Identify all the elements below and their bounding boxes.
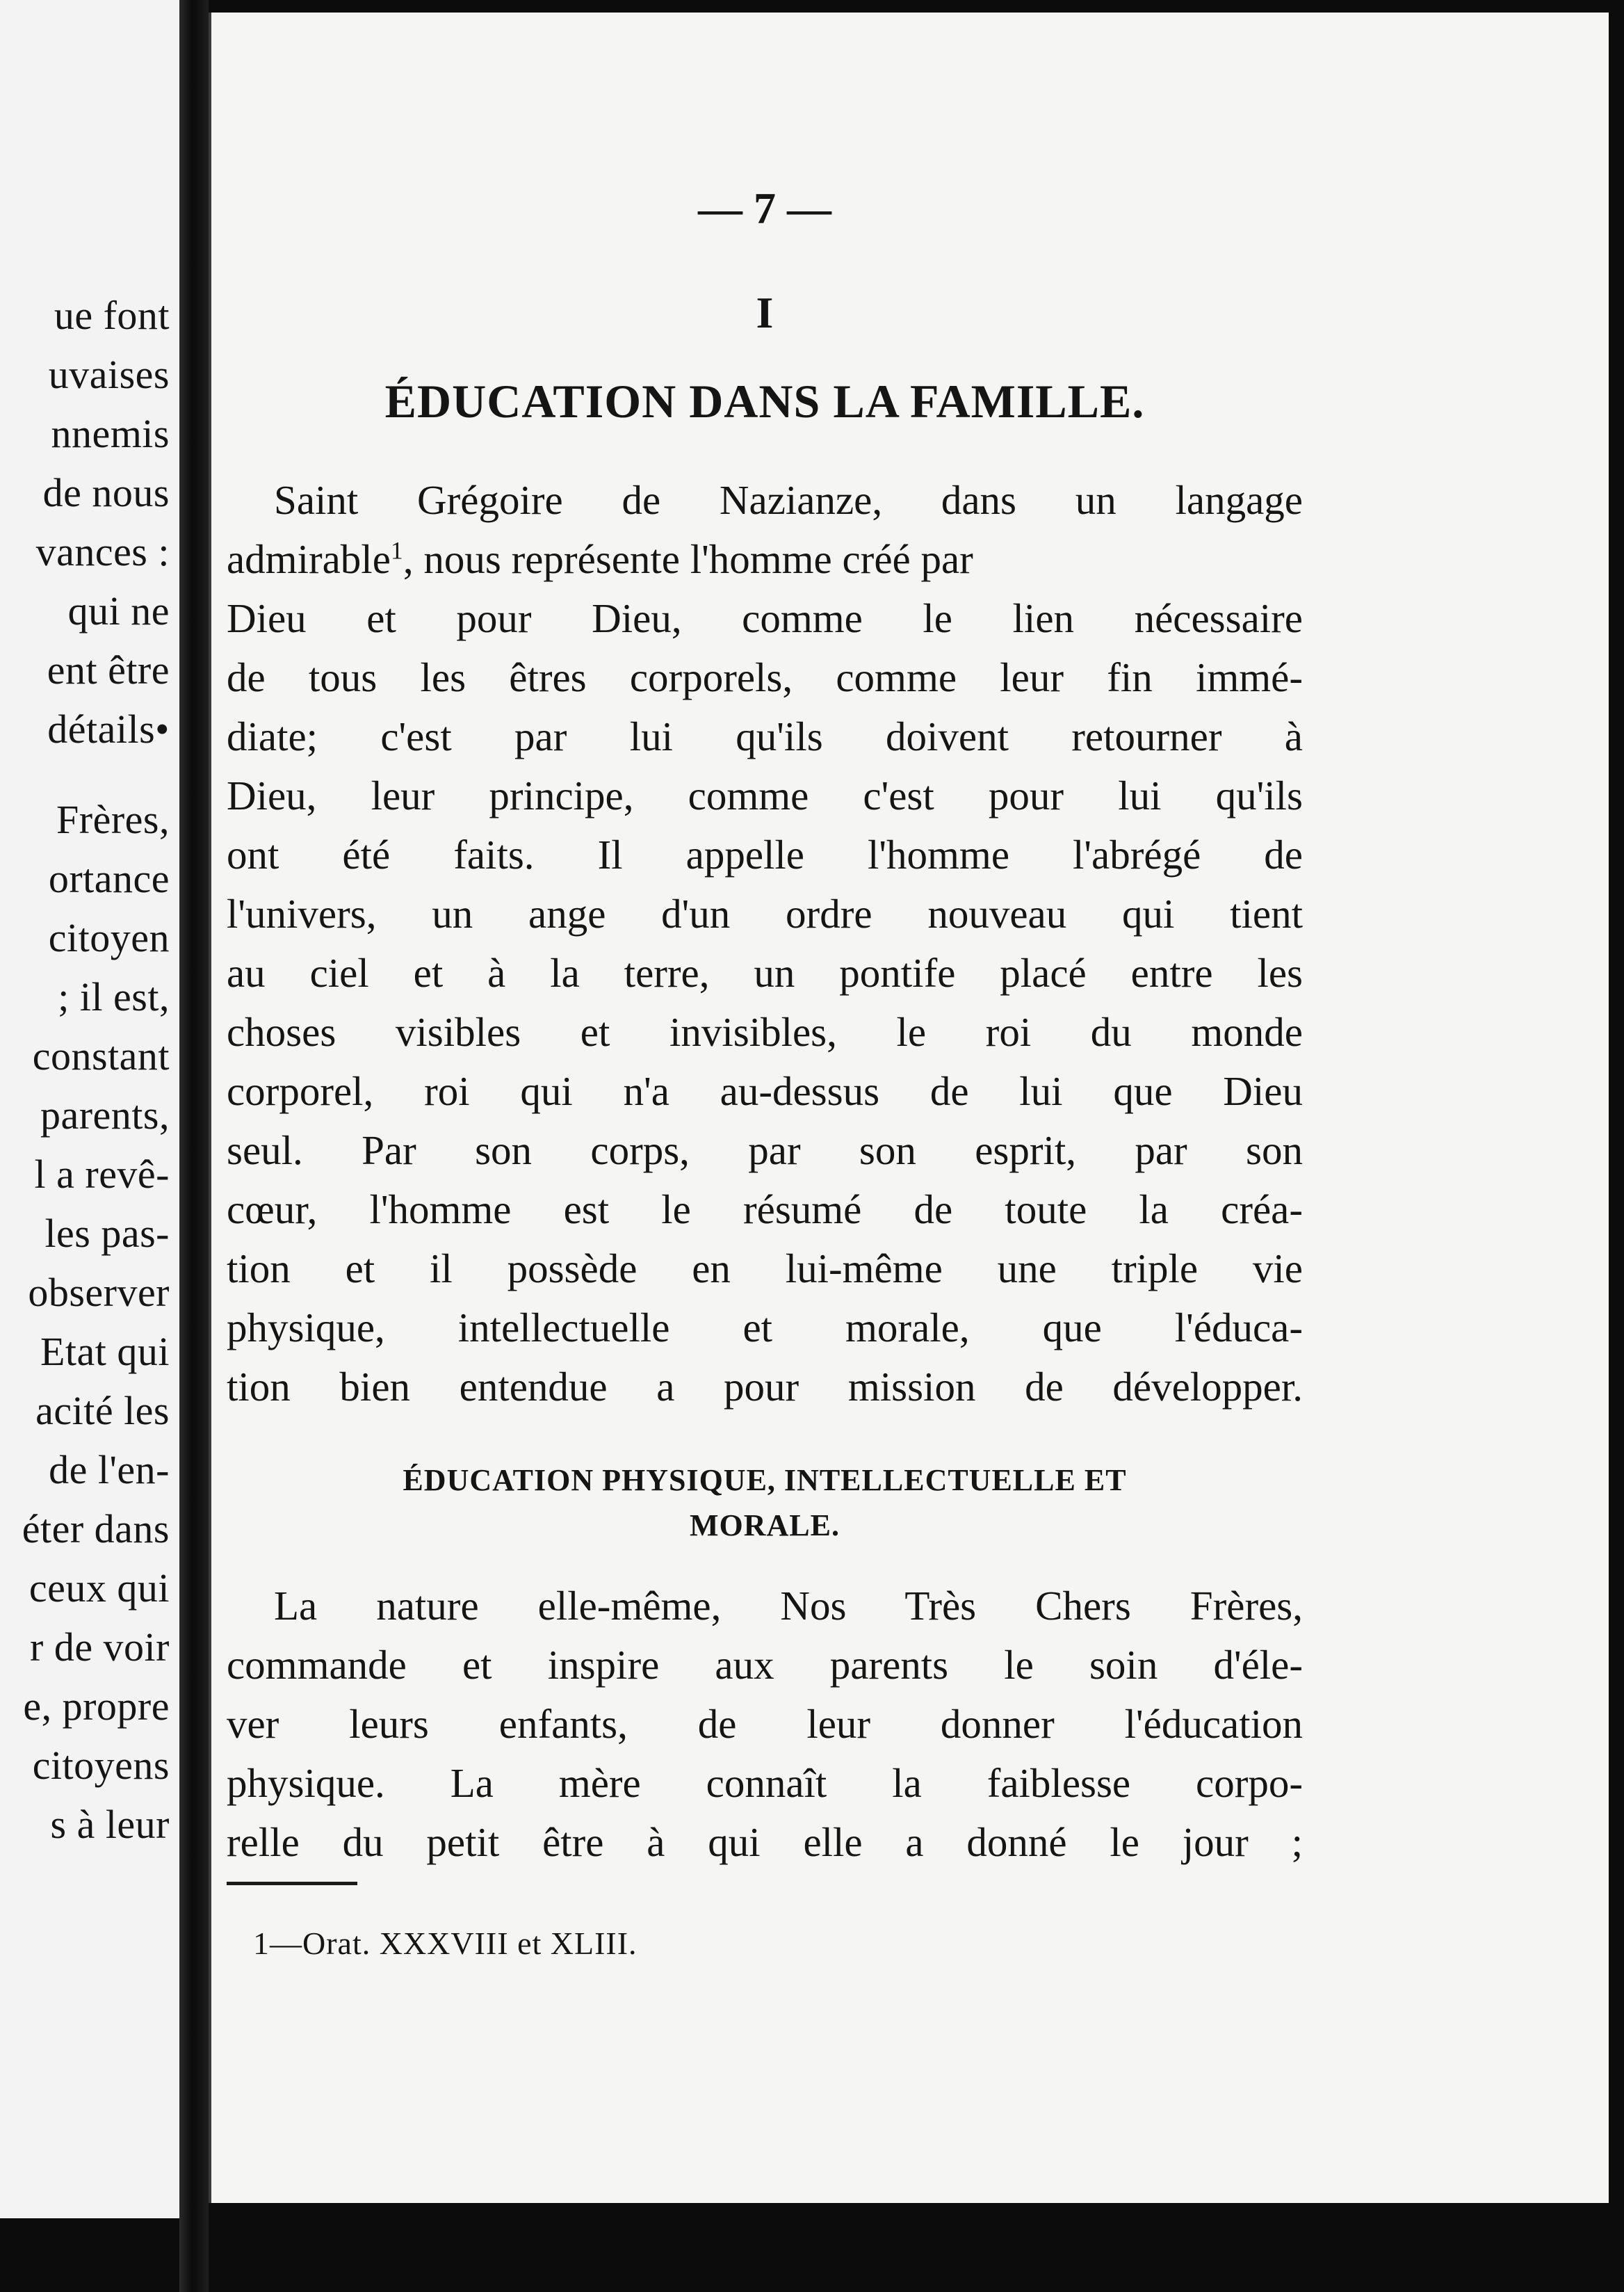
left-page-line: uvaises — [48, 352, 170, 397]
paragraph-line: tion et il possède en lui-même une triple vie — [227, 1245, 1303, 1291]
paragraph-line: seul. Par son corps, par son esprit, par son — [227, 1127, 1303, 1173]
subheading-line: ÉDUCATION PHYSIQUE, INTELLECTUELLE ET — [403, 1463, 1127, 1497]
paragraph-line: tion bien entendue a pour mission de développer. — [227, 1364, 1303, 1410]
left-page-line: de nous — [42, 470, 170, 515]
left-page-line: parents, — [40, 1092, 170, 1138]
left-page-line: détails• — [47, 707, 170, 752]
left-page-line: vances : — [35, 529, 170, 574]
paragraph-line — [227, 536, 1303, 582]
book-gutter — [179, 0, 209, 2292]
left-page-line: r de voir — [30, 1624, 170, 1670]
left-page-line: citoyen — [48, 915, 170, 960]
paragraph-line-start: admirable — [227, 536, 391, 582]
right-page — [209, 13, 1609, 2203]
paragraph-line: Saint Grégoire de Nazianze, dans un langage — [274, 477, 1303, 523]
left-page-line: qui ne — [67, 588, 170, 633]
left-page-line: ortance — [48, 856, 170, 901]
page-number: — 7 — — [698, 184, 831, 233]
left-page-line: l a revê- — [34, 1152, 170, 1197]
left-page-line: éter dans — [22, 1506, 170, 1551]
paragraph-line: corporel, roi qui n'a au-dessus de lui que Dieu — [227, 1068, 1303, 1114]
paragraph-line: diate; c'est par lui qu'ils doivent retourner à — [227, 713, 1303, 759]
paragraph-line: La nature elle-même, Nos Très Chers Frères, — [274, 1583, 1303, 1629]
paragraph-line: l'univers, un ange d'un ordre nouveau qui tient — [227, 891, 1303, 937]
left-page-line: Frères, — [56, 797, 170, 842]
left-page-line: de l'en- — [49, 1447, 170, 1492]
footnote: 1—Orat. XXXVIII et XLIII. — [253, 1926, 638, 1961]
left-page-line: ; il est, — [58, 974, 170, 1019]
paragraph-line: Dieu, leur principe, comme c'est pour lui qu'ils — [227, 773, 1303, 818]
left-page-line: s à leur — [50, 1802, 170, 1847]
left-page-line: constant — [32, 1033, 170, 1079]
paragraph-line: physique, intellectuelle et morale, que l'éduca- — [227, 1305, 1303, 1350]
paragraph-line: physique. La mère connaît la faiblesse corpo- — [227, 1760, 1303, 1806]
left-page-line: e, propre — [23, 1684, 170, 1729]
left-page-line: ent être — [47, 647, 170, 693]
left-page-line: les pas- — [44, 1211, 170, 1256]
left-page-line: acité les — [35, 1388, 170, 1433]
paragraph-line: au ciel et à la terre, un pontife placé entre les — [227, 950, 1303, 996]
footnote-reference: 1 — [390, 536, 403, 565]
paragraph-line: choses visibles et invisibles, le roi du monde — [227, 1009, 1303, 1055]
footnote-rule — [227, 1882, 357, 1885]
paragraph-line: ver leurs enfants, de leur donner l'éducation — [227, 1701, 1303, 1747]
paragraph-line: Dieu et pour Dieu, comme le lien nécessaire — [227, 595, 1303, 641]
paragraph-line: ont été faits. Il appelle l'homme l'abrégé de — [227, 832, 1303, 878]
left-page-line: observer — [28, 1270, 170, 1315]
paragraph-line: relle du petit être à qui elle a donné le jour ; — [227, 1819, 1303, 1865]
left-page-line: ue font — [54, 293, 170, 338]
subheading-line: MORALE. — [690, 1508, 840, 1542]
left-page-line: citoyens — [32, 1743, 170, 1788]
left-facing-page — [0, 0, 179, 2218]
chapter-title: ÉDUCATION DANS LA FAMILLE. — [384, 375, 1145, 428]
paragraph-line-end: , nous représente l'homme créé par — [403, 536, 973, 582]
left-page-line: nnemis — [51, 411, 170, 456]
left-page-line: Etat qui — [40, 1329, 170, 1374]
paragraph-line: commande et inspire aux parents le soin d'éle- — [227, 1642, 1303, 1688]
left-page-line: ceux qui — [29, 1565, 170, 1611]
paragraph-line: de tous les êtres corporels, comme leur fin immé- — [227, 654, 1303, 700]
paragraph-line: cœur, l'homme est le résumé de toute la créa- — [227, 1186, 1303, 1232]
section-numeral: I — [756, 288, 774, 337]
